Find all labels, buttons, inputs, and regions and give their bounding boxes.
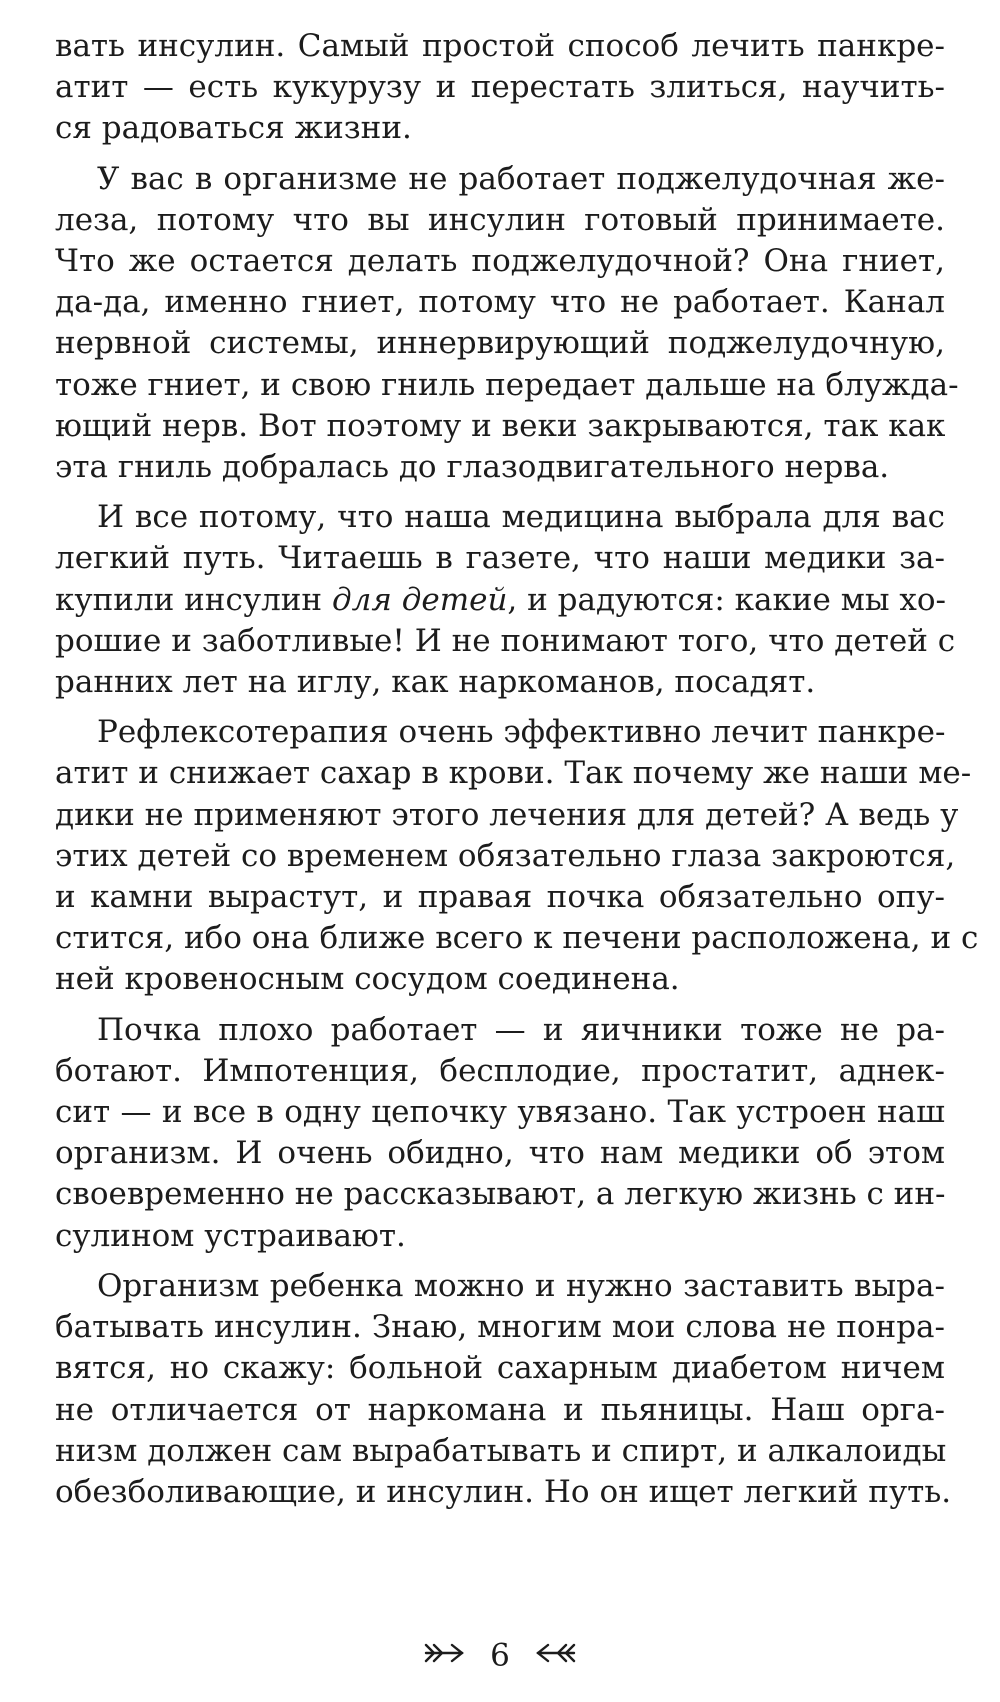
paragraph-1	[55, 26, 945, 150]
text-line: Почка плохо работает — и яичники тоже не ра-	[97, 1011, 945, 1048]
text-line: сит — и все в одну цепочку увязано. Так устроен наш	[55, 1094, 945, 1131]
text-line: обезболивающие, и инсулин. Но он ищет легкий путь.	[55, 1473, 952, 1510]
text-line: леза, потому что вы инсулин готовый принимаете.	[55, 201, 945, 238]
text-line: легкий путь. Читаешь в газете, что наши медики за-	[55, 540, 945, 577]
text-line: вятся, но скажу: больной сахарным диабетом ничем	[55, 1350, 945, 1387]
arrow-ornament-left-icon	[422, 1642, 466, 1664]
text-line: не отличается от наркомана и пьяницы. Наш орга-	[55, 1391, 945, 1428]
text-line: сулином устраивают.	[55, 1217, 406, 1254]
text-line: и камни вырастут, и правая почка обязательно опу-	[55, 879, 945, 916]
page-number: 6	[490, 1637, 510, 1674]
text-line: дики не применяют этого лечения для детей? А ведь у	[55, 796, 959, 833]
text-line: ся радоваться жизни.	[55, 110, 412, 147]
paragraph-3	[55, 497, 956, 703]
text-line: батывать инсулин. Знаю, многим мои слова не понра-	[55, 1309, 945, 1346]
text-line: тоже гниет, и свою гниль передает дальше на блужда-	[55, 366, 959, 403]
paragraph-5	[55, 1010, 945, 1257]
text-line: эта гниль добралась до глазодвигательного нерва.	[55, 449, 890, 486]
italic-phrase: для детей	[331, 581, 508, 618]
text-line: ранних лет на иглу, как наркоманов, посадят.	[55, 664, 816, 701]
text-line: атит — есть кукурузу и перестать злиться, научить-	[55, 69, 945, 106]
page-footer	[0, 1636, 1000, 1674]
text-line: ботают. Импотенция, бесплодие, простатит, аднек-	[55, 1052, 945, 1089]
paragraph-2	[55, 159, 959, 489]
text-line: вать инсулин. Самый простой способ лечить панкре-	[55, 28, 945, 64]
text-line: нервной системы, иннервирующий поджелудочную,	[55, 325, 945, 362]
text-line-with-italic	[55, 580, 945, 621]
text-segment: купили инсулин	[55, 581, 332, 618]
text-line: своевременно не рассказывают, а легкую жизнь с ин-	[55, 1176, 946, 1213]
text-line: Что же остается делать поджелудочной? Она гниет,	[55, 243, 945, 280]
text-line: организм. И очень обидно, что нам медики об этом	[55, 1135, 945, 1172]
page-body	[55, 26, 979, 1522]
text-line: У вас в организме не работает поджелудочная же-	[97, 160, 945, 197]
text-line: атит и снижает сахар в крови. Так почему же наши ме-	[55, 755, 972, 792]
text-line: И все потому, что наша медицина выбрала для вас	[97, 499, 945, 536]
text-line: Рефлексотерапия очень эффективно лечит панкре-	[97, 714, 946, 751]
paragraph-4	[55, 712, 979, 1000]
text-line: да-да, именно гниет, потому что не работает. Канал	[55, 284, 945, 321]
text-line: ней кровеносным сосудом соединена.	[55, 961, 680, 998]
text-line: рошие и заботливые! И не понимают того, что детей с	[55, 622, 956, 659]
paragraph-6	[55, 1266, 952, 1513]
text-line: этих детей со временем обязательно глаза закроются,	[55, 837, 956, 874]
text-segment: , и радуются: какие мы хо-	[507, 581, 947, 618]
arrow-ornament-right-icon	[534, 1642, 578, 1664]
ornament-right-icon	[534, 1641, 578, 1671]
text-line: низм должен сам вырабатывать и спирт, и алкалоиды	[55, 1432, 947, 1469]
ornament-left-icon	[422, 1641, 466, 1671]
text-line: ющий нерв. Вот поэтому и веки закрываются, так как	[55, 407, 946, 444]
text-line: Организм ребенка можно и нужно заставить выра-	[97, 1267, 945, 1304]
text-line: стится, ибо она ближе всего к печени расположена, и с	[55, 920, 979, 957]
